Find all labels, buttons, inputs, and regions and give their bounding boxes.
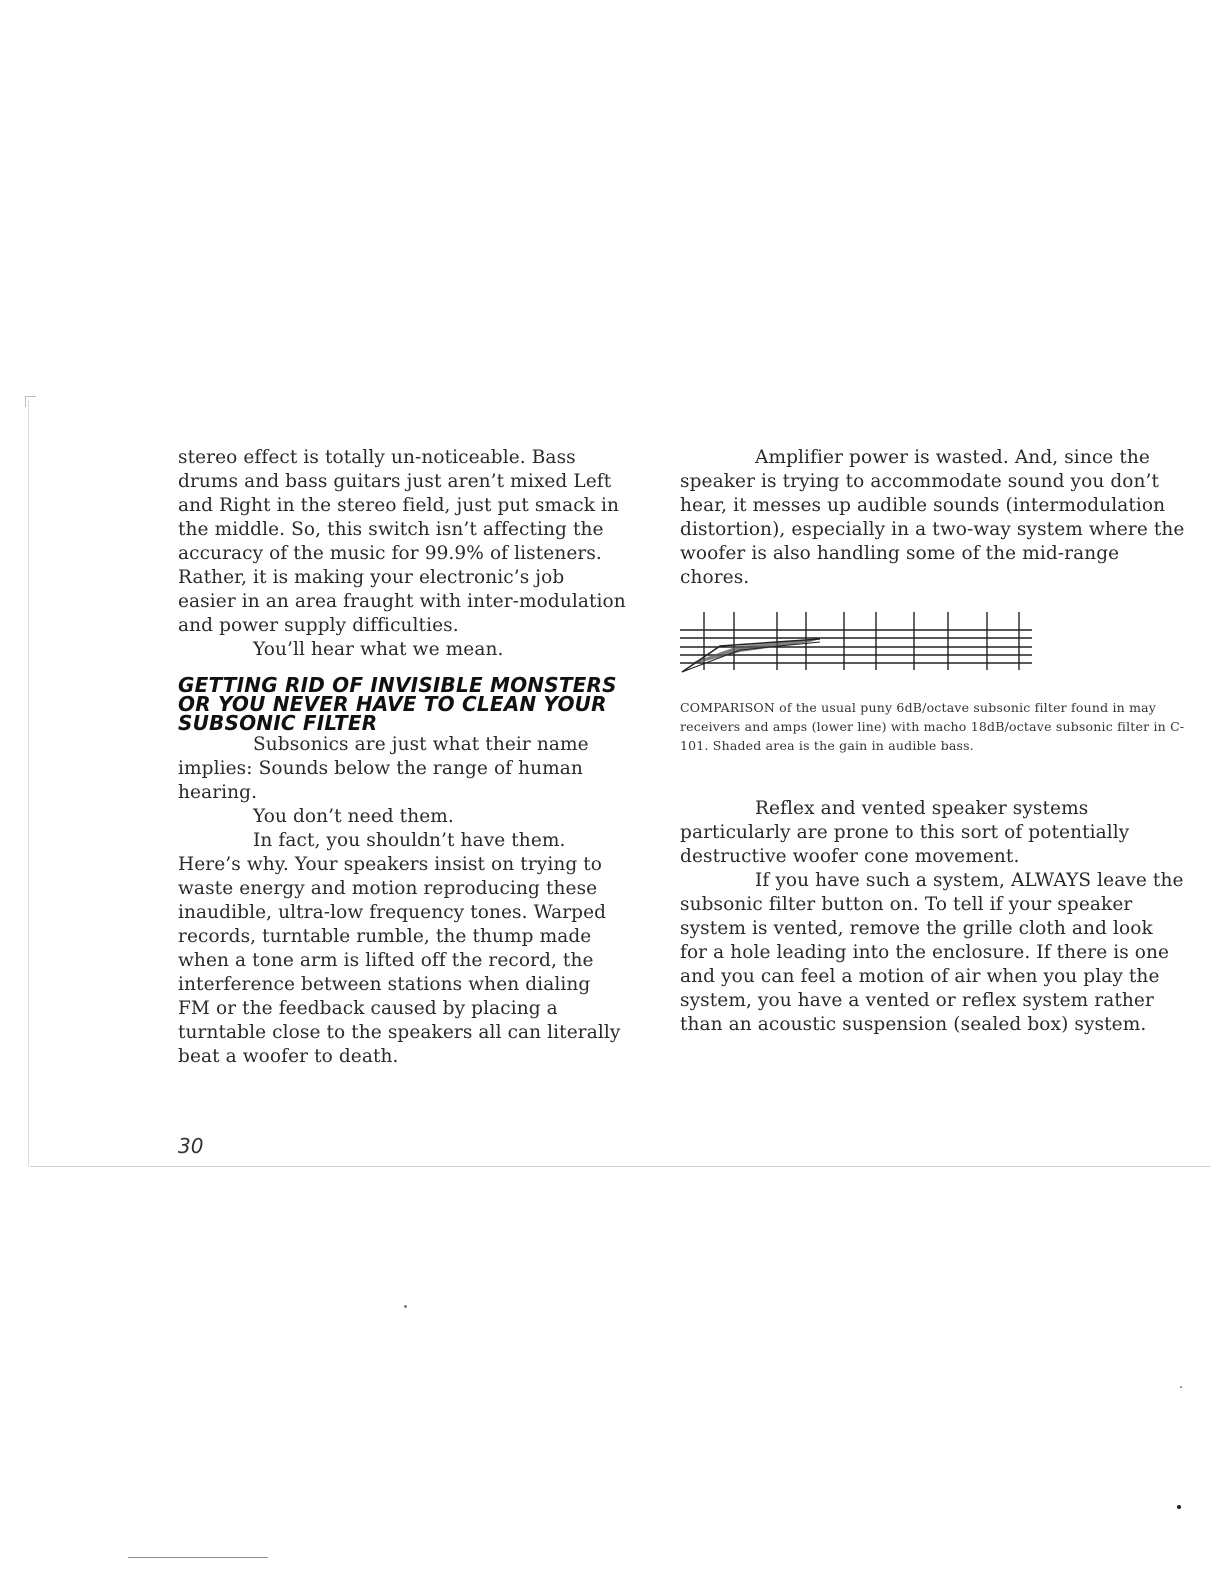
left-column xyxy=(178,446,628,1069)
left-body-2 xyxy=(178,733,628,1069)
left-paragraph-3: Subsonics are just what their name implies: Sounds below the range of human hearing. xyxy=(178,734,589,803)
scan-speck xyxy=(404,1305,407,1308)
section-heading: GETTING RID OF INVISIBLE MONSTERS OR YOU NEVER HAVE TO CLEAN YOUR SUBSONIC FILTER xyxy=(178,673,617,735)
left-paragraph-5: In fact, you shouldn’t have them. Here’s why. Your speakers insist on trying to waste energy and motion reproducing these inaudible, ultra-low frequency tones. Warped records, turntable rumble, the thump made when a tone arm is lifted off the record, the interference between stations when dialing FM or the feedback caused by placing a turntable close to the speakers all can literally beat a woofer to death. xyxy=(178,830,621,1067)
page-bottom-rule xyxy=(30,1166,1210,1167)
left-paragraph-1: stereo effect is totally un-noticeable. Bass drums and bass guitars just aren’t mixed Left and Right in the stereo field, just put smack in the middle. So, this switch isn’t affecting the accuracy of the music for 99.9% of listeners. Rather, it is making your electronic’s job easier in an area fraught with inter-modulation and power supply difficulties. xyxy=(178,447,626,636)
right-paragraph-3: If you have such a system, ALWAYS leave the subsonic filter button on. To tell if your speaker system is vented, remove the grille cloth and look for a hole leading into the enclosure. If there is one and you can feel a motion of air when you play the system, you have a vented or reflex system rather than an acoustic suspension (sealed box) system. xyxy=(680,870,1184,1035)
graph-grid xyxy=(680,612,1032,670)
scan-speck xyxy=(1177,1505,1181,1509)
gain-shaded-area xyxy=(688,639,820,664)
left-body xyxy=(178,446,628,662)
right-body-2 xyxy=(680,797,1185,1037)
page-number: 30 xyxy=(178,1134,204,1158)
right-paragraph-2: Reflex and vented speaker systems particularly are prone to this sort of potentially destructive woofer cone movement. xyxy=(680,798,1130,867)
left-paragraph-4: You don’t need them. xyxy=(253,806,454,827)
right-body xyxy=(680,446,1185,590)
right-column xyxy=(680,446,1185,1037)
spacer xyxy=(680,755,1185,797)
scan-edge-left xyxy=(28,400,29,1166)
filter-comparison-figure xyxy=(680,612,1080,692)
scan-speck xyxy=(1180,1386,1182,1388)
left-paragraph-2: You’ll hear what we mean. xyxy=(253,639,504,660)
scan-corner-mark xyxy=(25,396,36,407)
filter-response-graph xyxy=(680,612,1080,692)
right-paragraph-1: Amplifier power is wasted. And, since the speaker is trying to accommodate sound you don’t hear, it messes up audible sounds (intermodulation distortion), especially in a two-way system where the woofer is also handling some of the mid-range chores. xyxy=(680,447,1185,588)
scan-blue-mark xyxy=(128,1557,268,1558)
figure-caption: COMPARISON of the usual puny 6dB/octave subsonic filter found in may receivers and amps (lower line) with macho 18dB/octave subsonic filter in C-101. Shaded area is the gain in audible bass. xyxy=(680,700,1185,753)
